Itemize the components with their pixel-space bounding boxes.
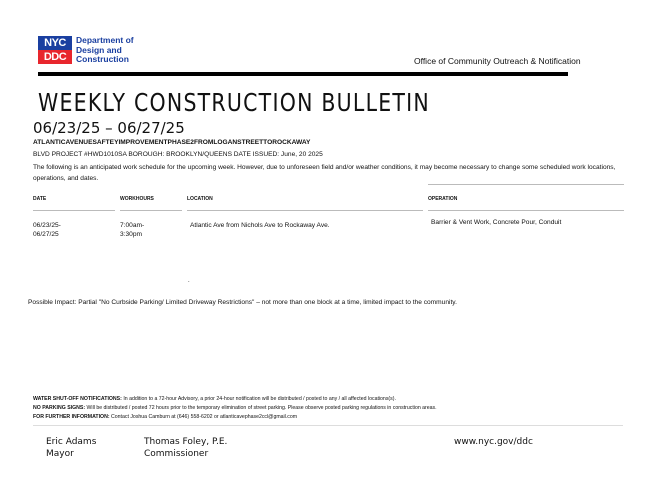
header-location: LOCATION xyxy=(187,196,213,202)
header-operation: OPERATION xyxy=(428,196,458,202)
logo-nyc: NYC xyxy=(38,36,72,50)
bulletin-title: WEEKLY CONSTRUCTION BULLETIN xyxy=(38,88,431,117)
nyc-ddc-logo xyxy=(38,36,72,64)
footer-mayor xyxy=(46,437,96,460)
header-date: DATE xyxy=(33,196,47,202)
notifications xyxy=(33,395,633,422)
footer-url[interactable]: www.nyc.gov/ddc xyxy=(454,437,533,447)
bulletin-dates: 06/23/25 – 06/27/25 xyxy=(33,119,185,137)
footer-commissioner xyxy=(144,437,227,460)
table-rule-operation xyxy=(428,210,624,211)
possible-impact: Possible Impact: Partial "No Curbside Parking/ Limited Driveway Restrictions" – not more than one block at a time, limited impact to the community. xyxy=(28,299,457,306)
department-name: Department of Design and Construction xyxy=(76,35,134,64)
office-name: Office of Community Outreach & Notification xyxy=(414,56,581,66)
intro-text: The following is an anticipated work schedule for the upcoming week. However, due to unforeseen field and/or weather conditions, it may become necessary to change some scheduled work locations, operations, and dates. xyxy=(33,164,616,182)
water-shutoff-note: WATER SHUT-OFF NOTIFICATIONS: In addition to a 72-hour Advisory, a prior 24-hour notification will be distributed / posted to any / all affected locations(s). xyxy=(33,396,396,402)
row-date: 06/23/25- 06/27/25 xyxy=(33,222,61,238)
mayor-role: Mayor xyxy=(46,448,74,459)
project-info: BLVD PROJECT #HWD1010SA BOROUGH: BROOKLYN/QUEENS DATE ISSUED: June, 20 2025 xyxy=(33,151,323,158)
row-operation: Barrier & Vent Work, Concrete Pour, Conduit xyxy=(431,219,562,226)
project-title: ATLANTICAVENUESAFTEYIMPROVEMENTPHASE2FROMLOGANSTREETTOROCKAWAY xyxy=(33,139,311,146)
table-rule-location xyxy=(187,210,423,211)
commissioner-name: Thomas Foley, P.E. xyxy=(144,437,228,447)
commissioner-role: Commissioner xyxy=(144,448,209,459)
header-workhours: WORKHOURS xyxy=(120,196,154,202)
table-rule-top xyxy=(428,184,624,185)
row-hours: 7:00am- 3:30pm xyxy=(120,222,145,238)
mayor-name: Eric Adams xyxy=(46,437,97,447)
logo-ddc: DDC xyxy=(38,50,72,64)
further-info-note: FOR FURTHER INFORMATION: Contact Joshua Camburn at (646) 558-6202 or atlanticavephase2ccl@gmail.com xyxy=(33,414,298,420)
footer-rule xyxy=(33,425,623,426)
row-location: Atlantic Ave from Nichols Ave to Rockaway Ave. xyxy=(190,222,330,229)
header-divider xyxy=(38,72,568,76)
stray-dot: . xyxy=(188,278,190,284)
table-rule-date xyxy=(33,210,115,211)
table-rule-hours xyxy=(120,210,182,211)
no-parking-note: NO PARKING SIGNS: Will be distributed / posted 72 hours prior to the temporary elimination of street parking. Please observe posted parking regulations in construction areas. xyxy=(33,405,437,411)
